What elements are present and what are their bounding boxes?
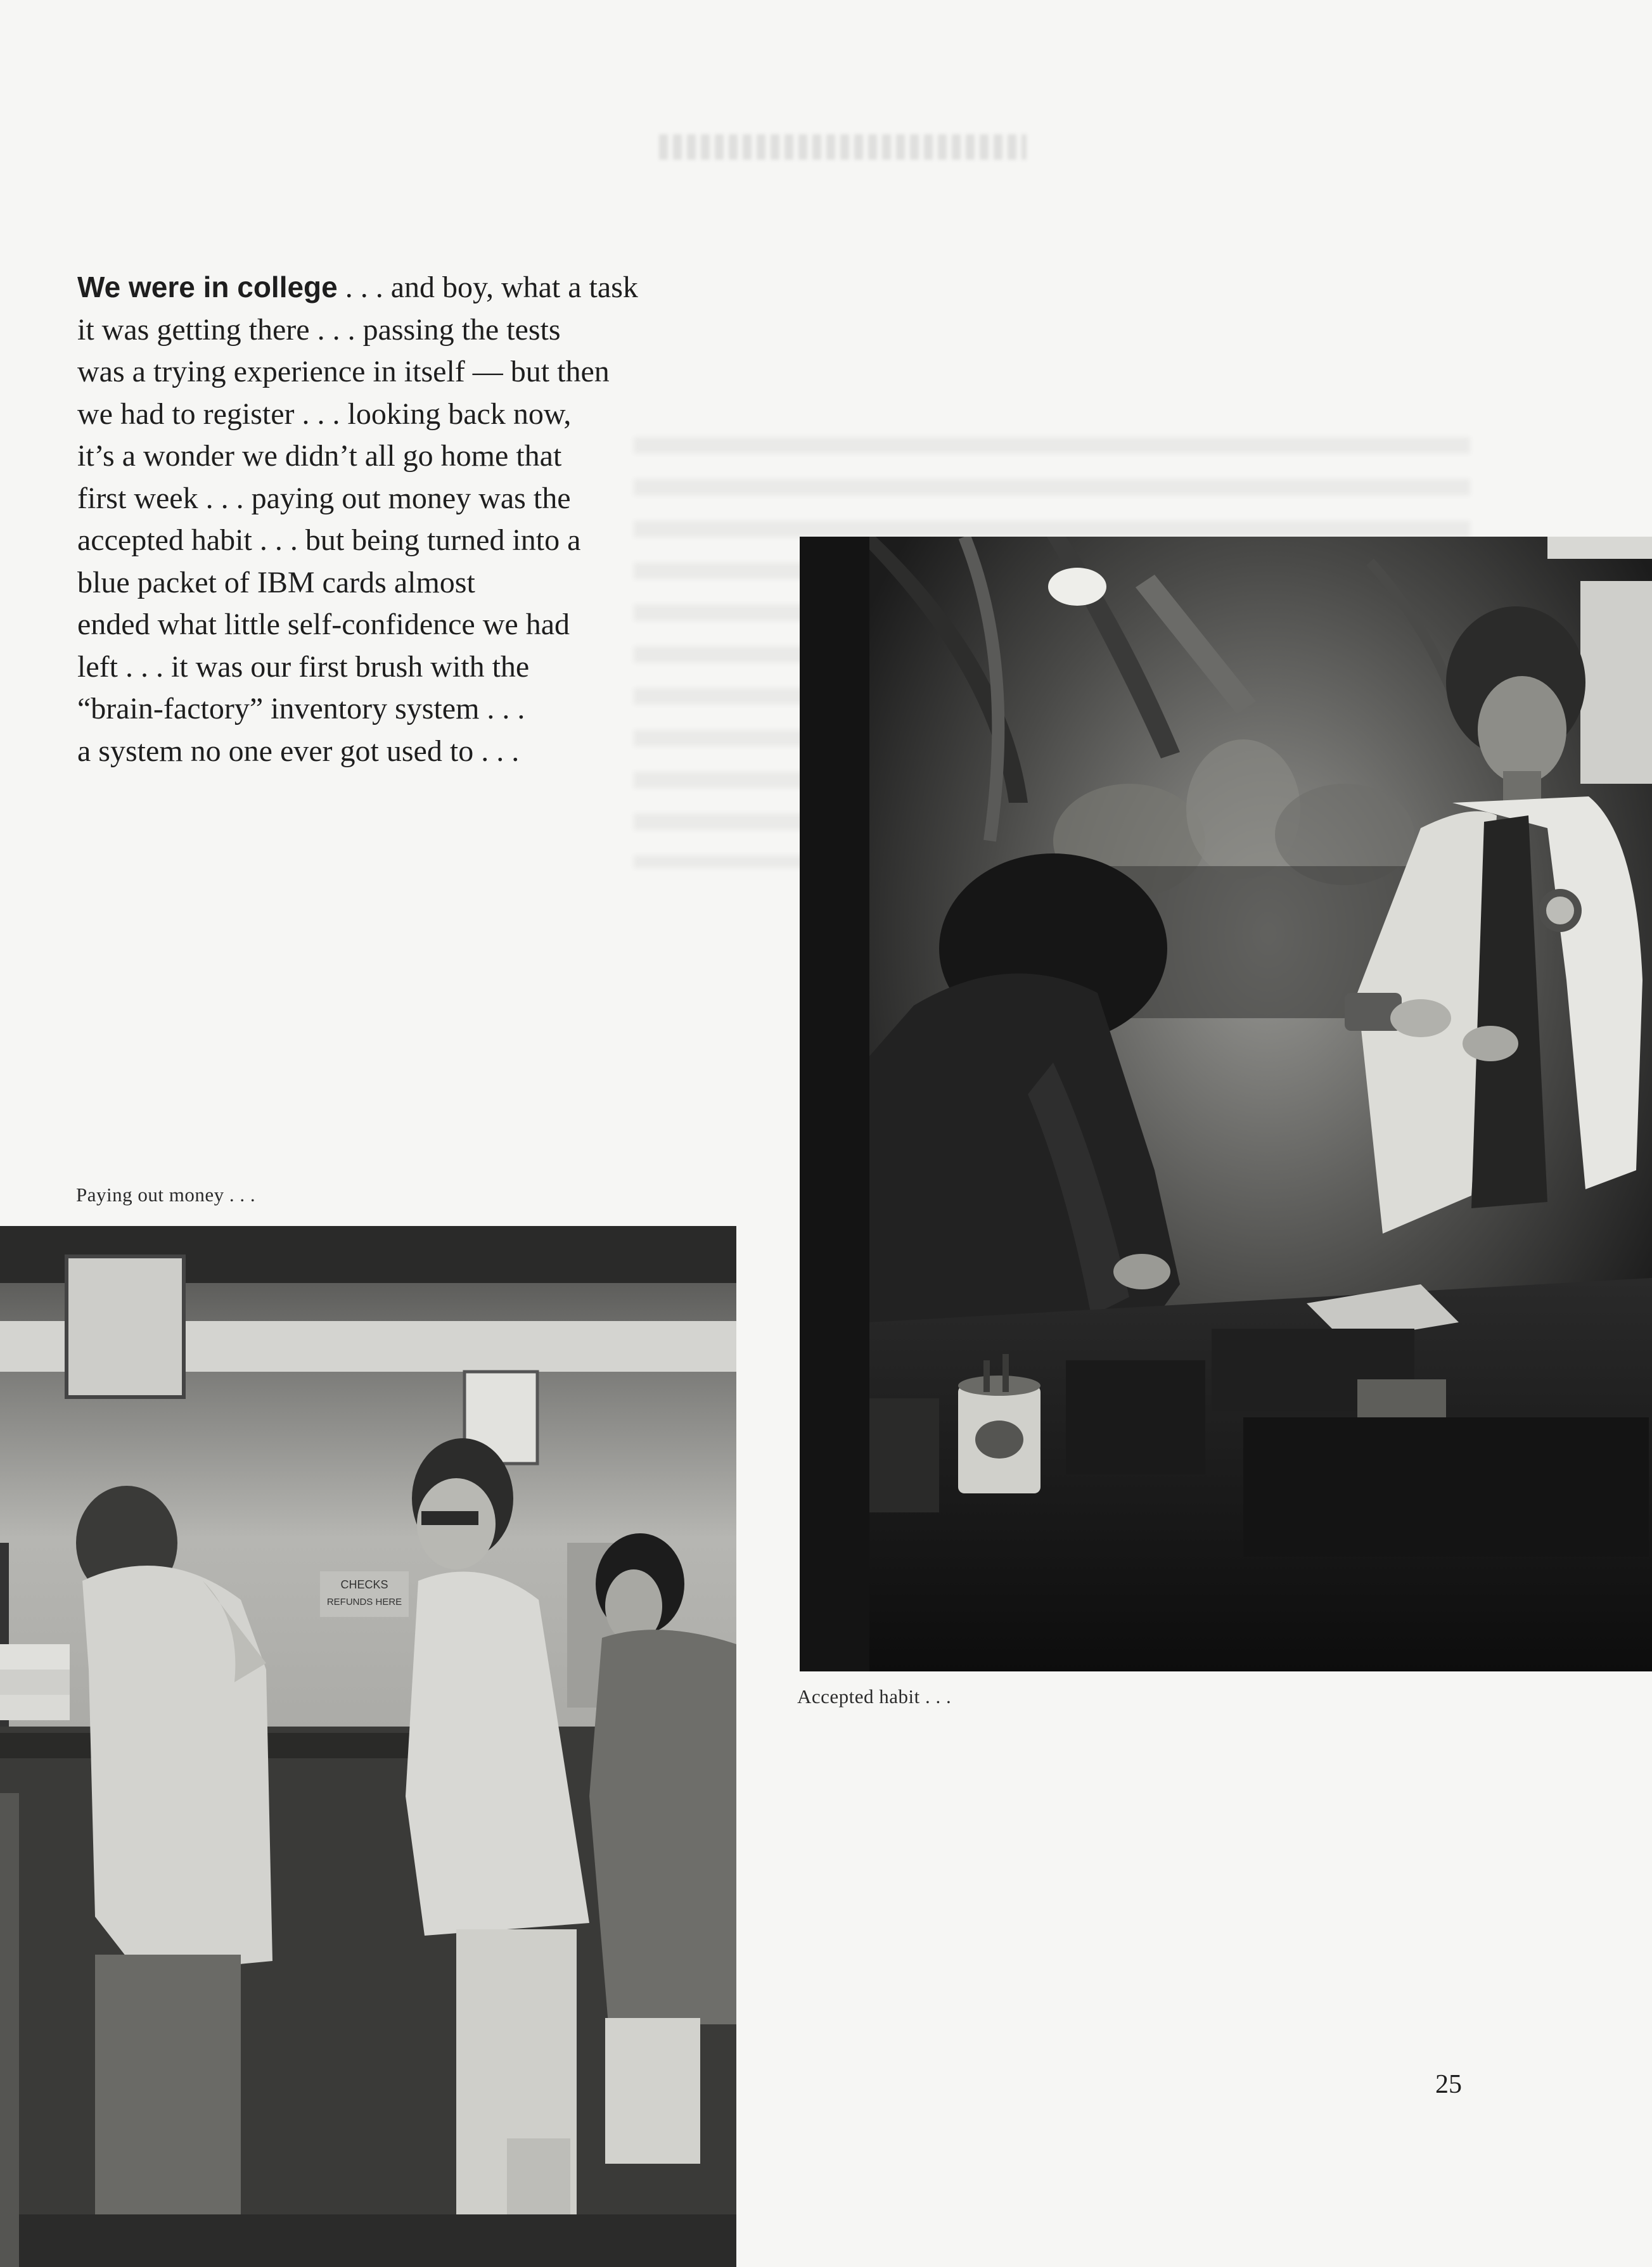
intro-lead: We were in college — [77, 271, 338, 303]
intro-paragraph — [77, 266, 762, 772]
intro-line-2: it was getting there . . . passing the tests — [77, 312, 561, 347]
intro-line-9: ended what little self-confidence we had — [77, 608, 570, 641]
intro-line-12: a system no one ever got used to . . . — [77, 734, 520, 768]
caption-accepted-habit: Accepted habit . . . — [797, 1685, 952, 1708]
intro-line-3: was a trying experience in itself — but then — [77, 355, 610, 388]
intro-line-10: left . . . it was our first brush with the — [77, 649, 530, 684]
caption-paying-out-money: Paying out money . . . — [76, 1184, 256, 1206]
intro-line-1 — [77, 266, 762, 309]
intro-line-8: blue packet of IBM cards almost — [77, 565, 475, 599]
checks-sign-line-1: CHECKS — [340, 1578, 388, 1591]
intro-line-5: it’s a wonder we didn’t all go home that — [77, 439, 562, 473]
checks-sign-line-2: REFUNDS HERE — [326, 1597, 402, 1607]
intro-line-1-rest: . . . and boy, what a task — [337, 271, 638, 304]
page-number: 25 — [1435, 2070, 1462, 2099]
intro-line-7: accepted habit . . . but being turned into a — [77, 523, 581, 557]
photo-accepted-habit — [800, 537, 1652, 1671]
intro-line-6: first week . . . paying out money was the — [77, 481, 571, 515]
intro-line-4: we had to register . . . looking back now, — [77, 397, 572, 431]
bleed-through-header — [659, 134, 1027, 160]
intro-line-11: “brain-factory” inventory system . . . — [77, 692, 525, 725]
photo-paying-out-money — [0, 1226, 736, 2267]
